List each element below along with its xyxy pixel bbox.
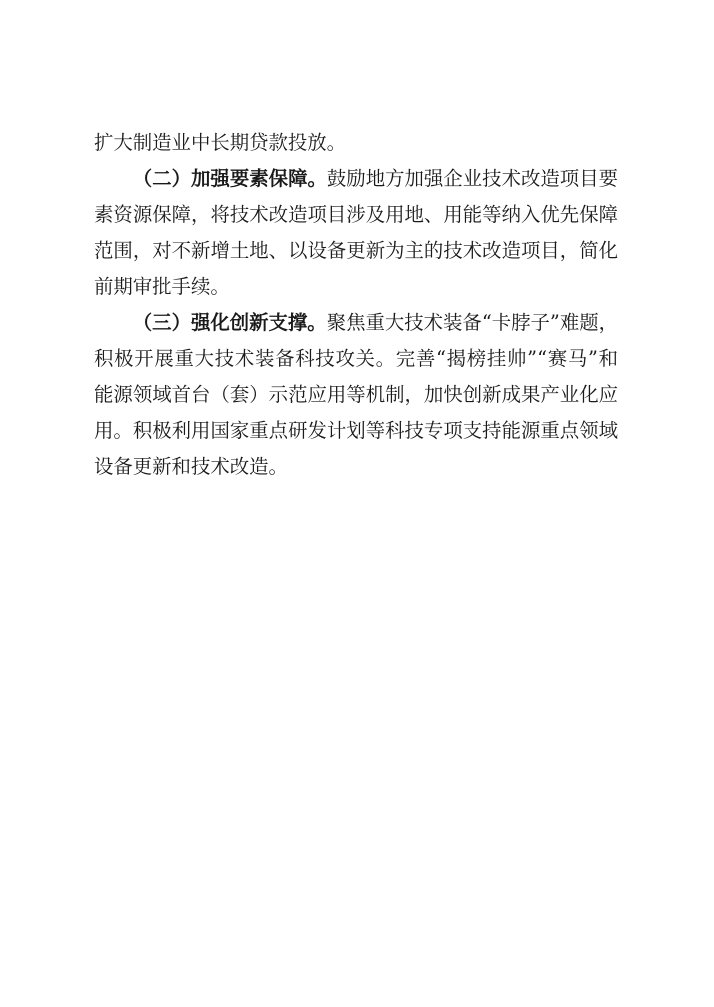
paragraph-text: 鼓励地方加强企业技术改造项目要素资源保障，将技术改造项目涉及用地、用能等纳入优先保障范围，对不新增土地、以设备更新为主的技术改造项目，简化前期审批手续。 — [94, 167, 619, 298]
paragraph-factor-guarantee — [94, 161, 618, 305]
paragraph-text: 聚焦重大技术装备“卡脖子”难题，积极开展重大技术装备科技攻关。完善“揭榜挂帅”“赛马”和能源领域首台（套）示范应用等机制，加快创新成果产业化应用。积极利用国家重点研发计划等科技专项支持能源重点领域设备更新和技术改造。 — [94, 311, 618, 478]
paragraph-text: 扩大制造业中长期贷款投放。 — [94, 131, 347, 154]
section-heading: （三）强化创新支撑。 — [132, 311, 327, 334]
paragraph-continuation — [94, 125, 618, 161]
section-heading: （二）加强要素保障。 — [132, 167, 327, 190]
paragraph-innovation-support — [94, 305, 618, 485]
document-body — [94, 125, 618, 485]
